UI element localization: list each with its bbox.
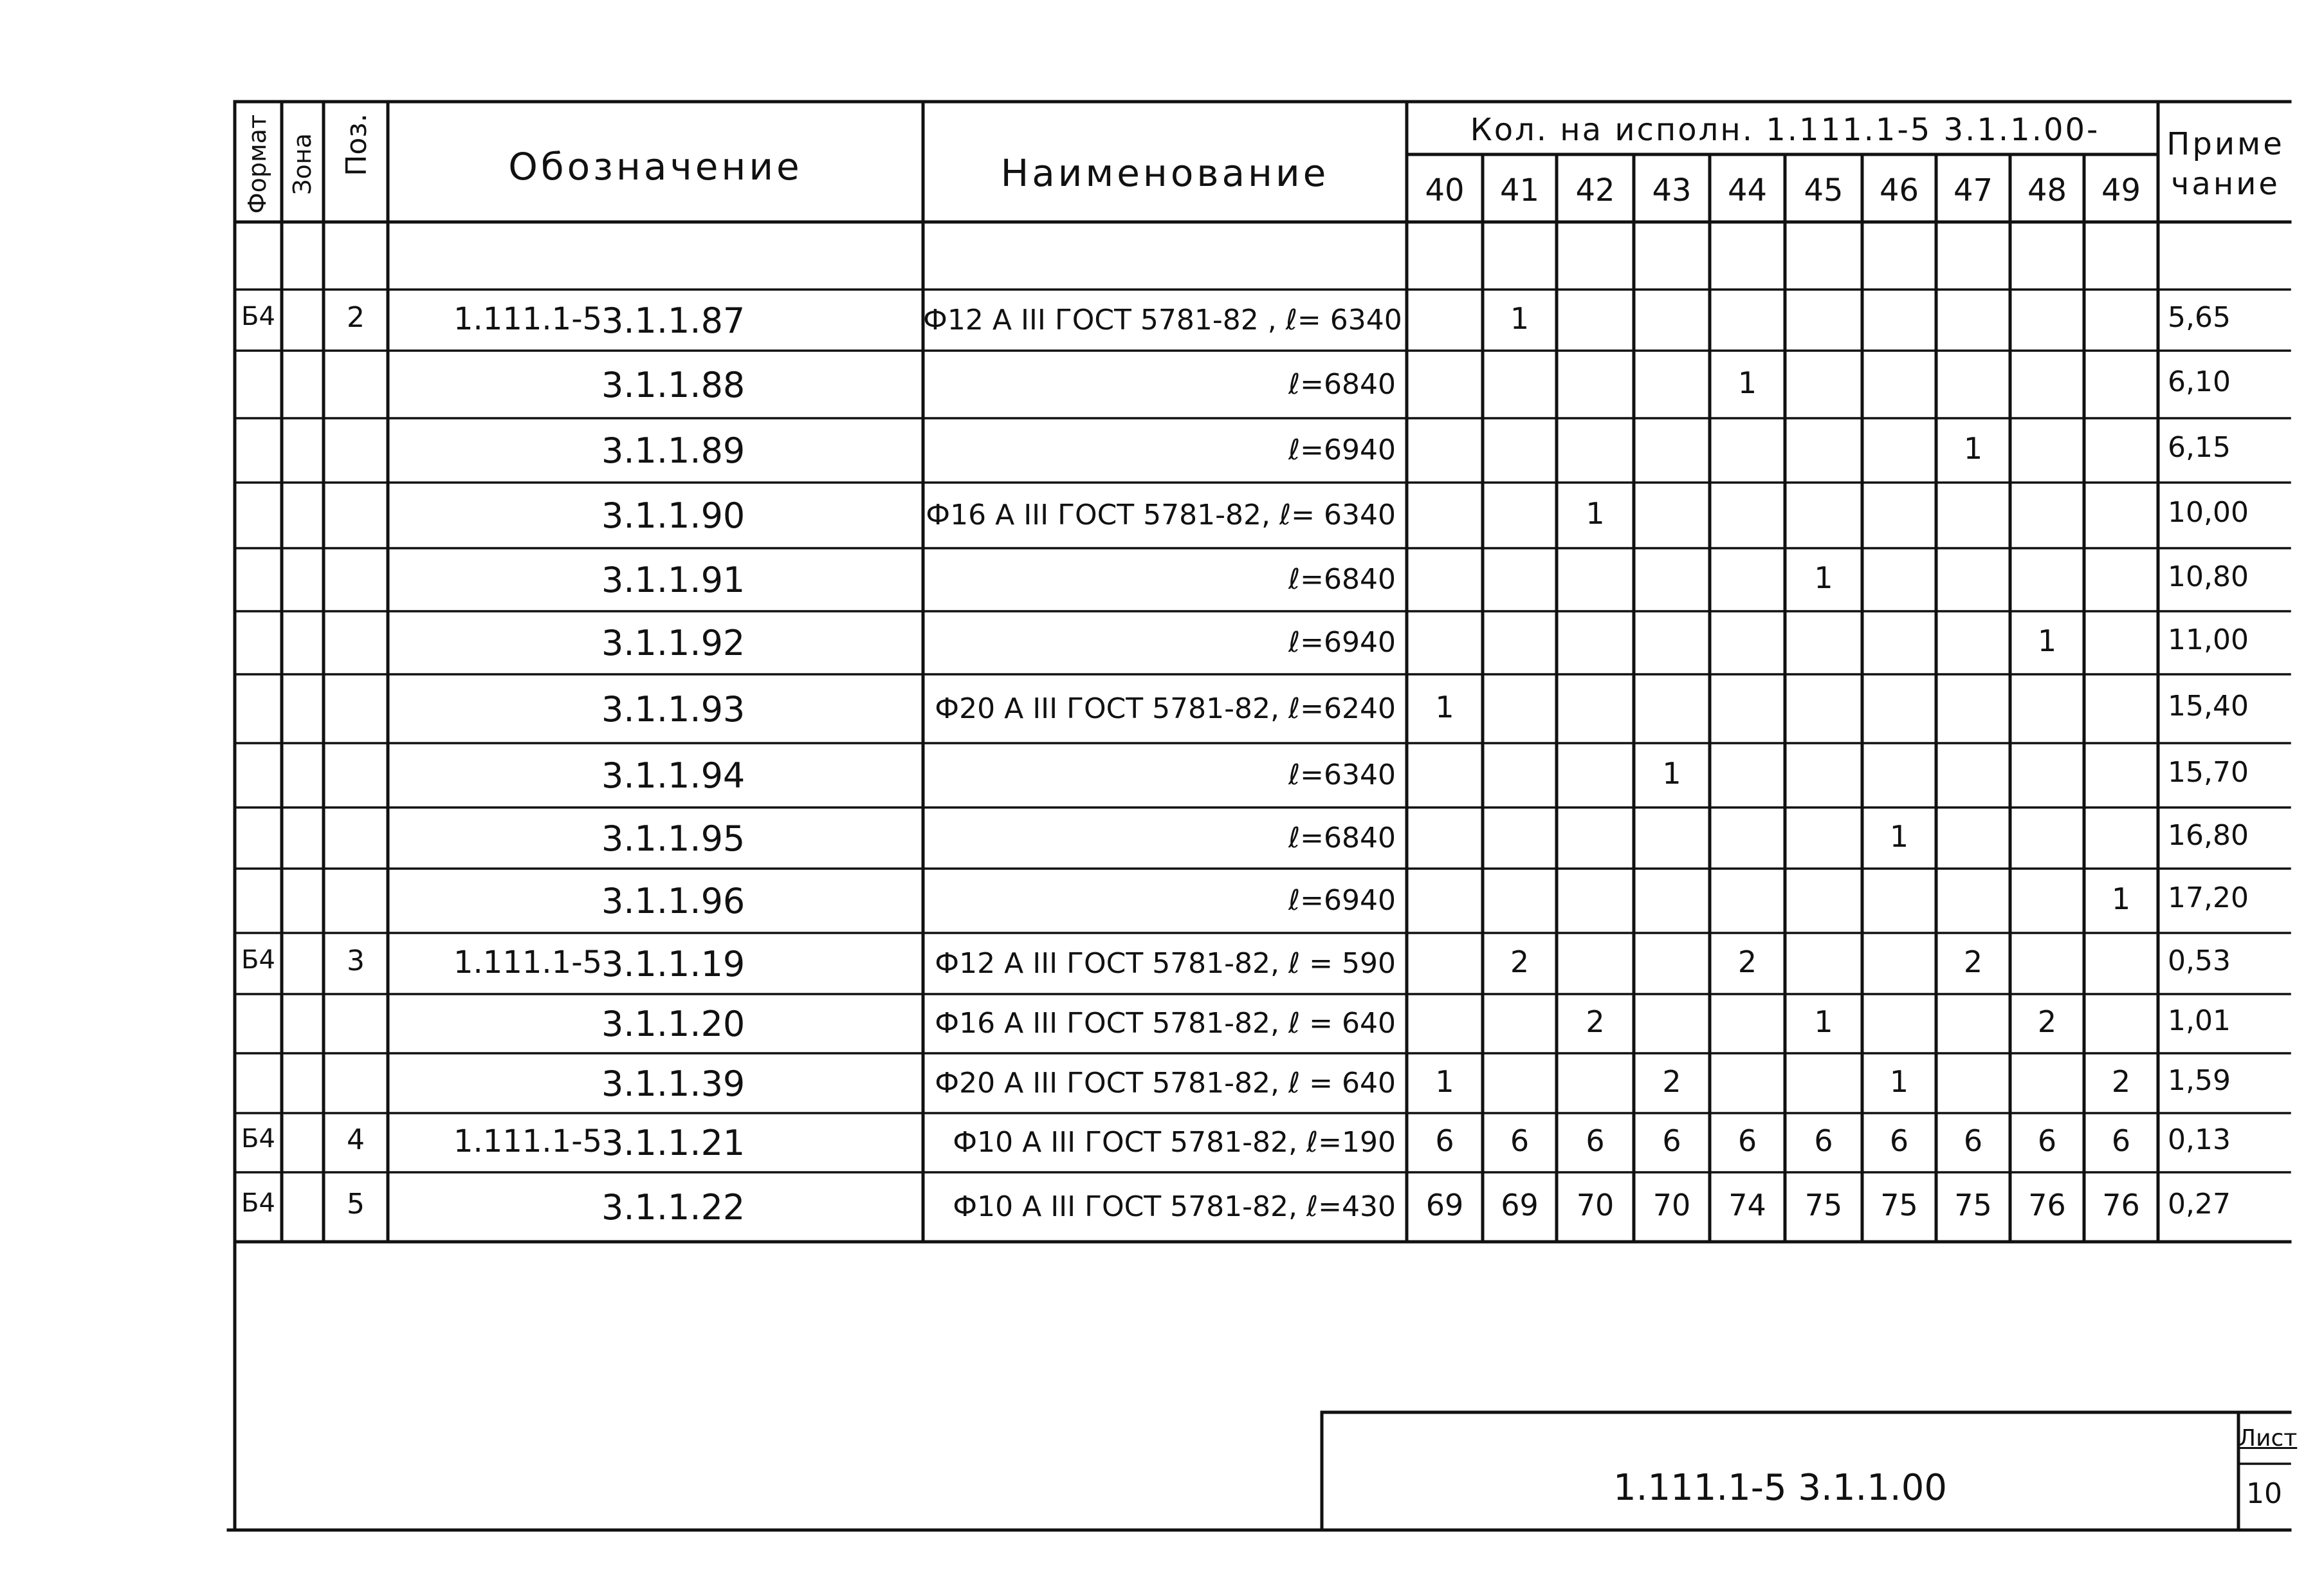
row-designation: 3.1.1.94: [601, 755, 746, 796]
row-qty: 6: [2037, 1123, 2057, 1158]
row-name: ℓ=6840: [1288, 822, 1396, 854]
row-name: Ф12 А III ГОСТ 5781-82 , ℓ= 6340: [923, 304, 1402, 337]
row-designation: 3.1.1.19: [601, 944, 746, 984]
sheet-number: 10: [2246, 1477, 2282, 1510]
row-qty: 1: [1737, 365, 1757, 400]
row-designation: 3.1.1.21: [601, 1123, 746, 1163]
row-designation: 3.1.1.39: [601, 1064, 746, 1104]
row-note: 0,13: [2168, 1123, 2231, 1156]
row-qty: 6: [2111, 1123, 2131, 1158]
row-qty: 1: [1963, 431, 1983, 466]
row-name: Ф12 А III ГОСТ 5781-82, ℓ = 590: [935, 947, 1396, 980]
row-designation: 3.1.1.88: [601, 365, 746, 405]
row-name: ℓ=6940: [1288, 434, 1396, 466]
row-note: 0,27: [2168, 1188, 2231, 1221]
row-qty: 74: [1728, 1188, 1766, 1222]
row-qty: 2: [1586, 1004, 1605, 1039]
row-name: Ф20 А III ГОСТ 5781-82, ℓ=6240: [935, 692, 1396, 725]
row-qty: 6: [1889, 1123, 1909, 1158]
qty-column-header: 48: [2027, 172, 2067, 208]
row-format: Б4: [241, 1124, 275, 1154]
row-note: 11,00: [2168, 623, 2249, 656]
row-qty: 6: [1814, 1123, 1833, 1158]
row-qty: 1: [1814, 1004, 1833, 1039]
header-name: Наименование: [1000, 151, 1330, 195]
row-qty: 6: [1662, 1123, 1681, 1158]
header-zone: Зона: [288, 133, 316, 195]
row-qty: 2: [1737, 945, 1757, 979]
qty-column-header: 49: [2101, 172, 2141, 208]
row-note: 10,00: [2168, 496, 2249, 529]
row-format: Б4: [241, 302, 275, 331]
qty-column-header: 43: [1652, 172, 1692, 208]
row-designation: 3.1.1.92: [601, 623, 746, 663]
row-prefix: 1.111.1-5: [453, 301, 603, 337]
header-format: Формат: [243, 114, 271, 214]
row-qty: 1: [2037, 623, 2057, 658]
header-pos: Поз.: [340, 113, 373, 176]
qty-column-header: 42: [1575, 172, 1615, 208]
row-note: 6,10: [2168, 365, 2231, 398]
row-designation: 3.1.1.22: [601, 1187, 746, 1228]
row-note: 15,40: [2168, 690, 2249, 723]
row-qty: 6: [1737, 1123, 1757, 1158]
row-qty: 6: [1435, 1123, 1454, 1158]
row-name: ℓ=6940: [1288, 884, 1396, 917]
row-note: 16,80: [2168, 819, 2249, 852]
row-position: 5: [347, 1188, 365, 1221]
row-qty: 2: [2037, 1004, 2057, 1039]
row-prefix: 1.111.1-5: [453, 945, 603, 981]
row-qty: 70: [1652, 1188, 1691, 1222]
row-prefix: 1.111.1-5: [453, 1123, 603, 1159]
row-name: Ф16 А III ГОСТ 5781-82, ℓ= 6340: [926, 499, 1396, 531]
row-qty: 6: [1963, 1123, 1983, 1158]
row-qty: 6: [1510, 1123, 1530, 1158]
row-designation: 3.1.1.95: [601, 818, 746, 859]
qty-column-header: 40: [1425, 172, 1465, 208]
row-name: ℓ=6340: [1288, 759, 1396, 791]
row-designation: 3.1.1.89: [601, 430, 746, 471]
row-qty: 69: [1425, 1188, 1464, 1222]
row-designation: 3.1.1.93: [601, 689, 746, 730]
row-qty: 1: [1435, 1064, 1454, 1099]
row-designation: 3.1.1.91: [601, 560, 746, 600]
row-name: ℓ=6840: [1288, 368, 1396, 401]
row-name: Ф20 А III ГОСТ 5781-82, ℓ = 640: [935, 1067, 1396, 1100]
row-qty: 76: [2028, 1188, 2066, 1222]
row-name: Ф10 А III ГОСТ 5781-82, ℓ=190: [953, 1126, 1396, 1159]
row-qty: 1: [1814, 560, 1833, 595]
header-note-line1: Приме: [2166, 126, 2285, 162]
row-format: Б4: [241, 1188, 275, 1218]
row-qty: 2: [1510, 945, 1530, 979]
row-qty: 1: [1435, 690, 1454, 724]
row-designation: 3.1.1.96: [601, 881, 746, 921]
row-qty: 69: [1501, 1188, 1539, 1222]
row-qty: 1: [1889, 1064, 1909, 1099]
row-note: 15,70: [2168, 756, 2249, 789]
row-name: Ф16 А III ГОСТ 5781-82, ℓ = 640: [935, 1007, 1396, 1040]
row-qty: 1: [1586, 496, 1605, 531]
doc-number: 1.111.1-5 3.1.1.00: [1613, 1467, 1947, 1509]
row-designation: 3.1.1.87: [601, 300, 746, 341]
row-qty: 75: [1880, 1188, 1918, 1222]
row-format: Б4: [241, 945, 275, 975]
row-qty: 1: [1889, 819, 1909, 854]
row-note: 10,80: [2168, 560, 2249, 593]
row-note: 1,01: [2168, 1004, 2231, 1037]
header-qty-title: Кол. на исполн. 1.111.1-5 3.1.1.00-: [1470, 112, 2100, 148]
qty-column-header: 47: [1953, 172, 1993, 208]
row-position: 4: [347, 1123, 365, 1156]
row-qty: 75: [1804, 1188, 1843, 1222]
row-note: 1,59: [2168, 1064, 2231, 1097]
row-name: ℓ=6840: [1288, 563, 1396, 596]
row-qty: 1: [2111, 881, 2131, 916]
row-qty: 1: [1510, 301, 1530, 336]
row-note: 6,15: [2168, 431, 2231, 464]
row-name: Ф10 А III ГОСТ 5781-82, ℓ=430: [953, 1190, 1396, 1223]
row-note: 5,65: [2168, 301, 2231, 334]
row-position: 3: [347, 945, 365, 977]
sheet-label: Лист: [2238, 1425, 2298, 1452]
row-qty: 1: [1662, 756, 1681, 791]
row-qty: 2: [1662, 1064, 1681, 1099]
row-qty: 2: [1963, 945, 1983, 979]
qty-column-header: 44: [1727, 172, 1768, 208]
row-name: ℓ=6940: [1288, 626, 1396, 659]
qty-column-header: 45: [1804, 172, 1844, 208]
row-qty: 75: [1954, 1188, 1992, 1222]
row-note: 0,53: [2168, 945, 2231, 977]
row-qty: 2: [2111, 1064, 2131, 1099]
row-note: 17,20: [2168, 881, 2249, 914]
header-designation: Обозначение: [508, 145, 803, 189]
row-qty: 70: [1576, 1188, 1615, 1222]
row-position: 2: [347, 301, 365, 334]
header-note-line2: чание: [2171, 166, 2280, 202]
qty-column-header: 46: [1879, 172, 1919, 208]
row-qty: 6: [1586, 1123, 1605, 1158]
row-qty: 76: [2102, 1188, 2140, 1222]
row-designation: 3.1.1.20: [601, 1004, 746, 1044]
qty-column-header: 41: [1499, 172, 1540, 208]
row-designation: 3.1.1.90: [601, 495, 746, 536]
